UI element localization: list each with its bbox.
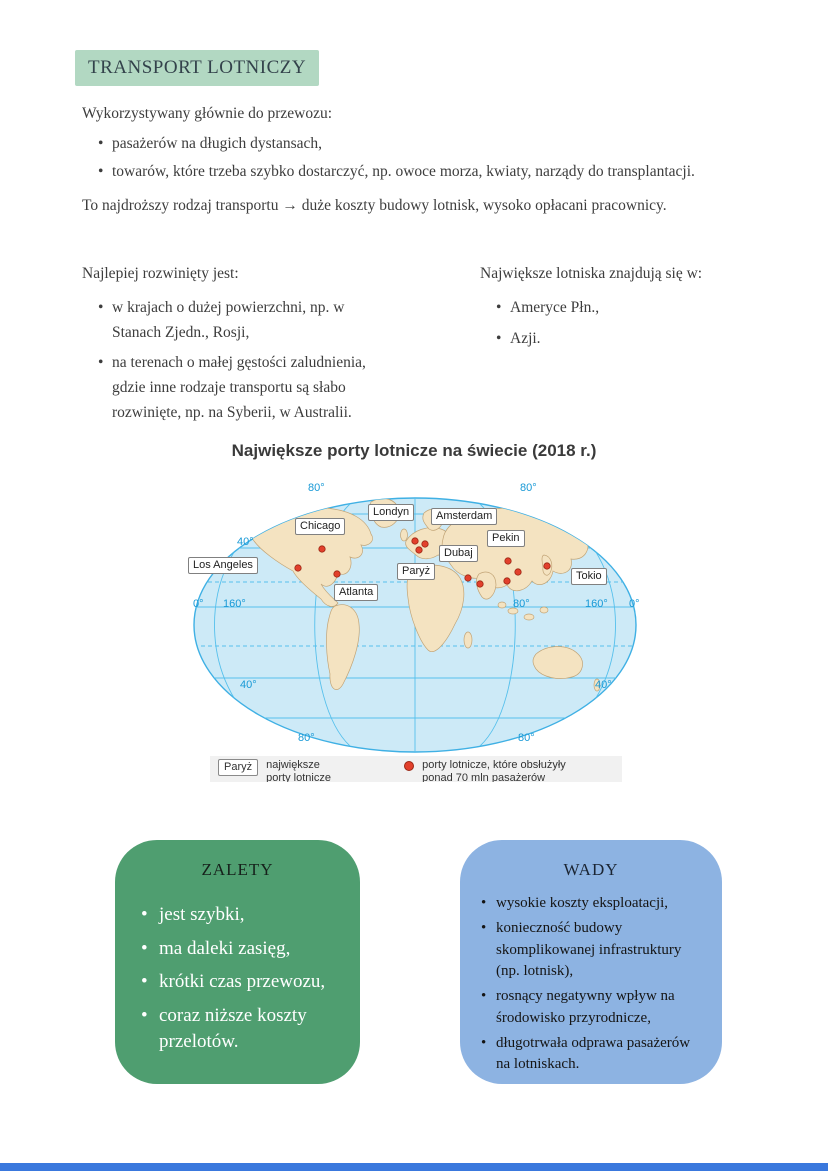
graticule-label: 0° bbox=[193, 598, 204, 610]
airport-dot bbox=[505, 558, 511, 564]
city-label-paryz: Paryż bbox=[397, 563, 435, 580]
legend-sample-city: Paryż bbox=[218, 759, 258, 776]
list-item: • ma daleki zasięg, bbox=[159, 936, 346, 962]
airport-dot bbox=[477, 581, 483, 587]
city-label-dubaj: Dubaj bbox=[439, 545, 478, 562]
map-legend bbox=[210, 756, 622, 782]
disadvantages-box bbox=[460, 840, 722, 1084]
graticule-label: 0° bbox=[629, 598, 640, 610]
list-item: • jest szybki, bbox=[159, 902, 346, 928]
disadvantages-title: WADY bbox=[563, 860, 619, 879]
legend-text-line: porty lotnicze, które obsłużyły bbox=[422, 759, 566, 771]
legend-text-line: porty lotnicze bbox=[266, 772, 331, 782]
bottom-bar bbox=[0, 1163, 828, 1171]
list-item: • pasażerów na długich dystansach, bbox=[112, 132, 782, 155]
airport-dot bbox=[416, 547, 422, 553]
legend-text-line: największe bbox=[266, 759, 320, 771]
airport-dot bbox=[412, 538, 418, 544]
city-label-londyn: Londyn bbox=[368, 504, 414, 521]
graticule-label: 160° bbox=[585, 598, 608, 610]
city-label-pekin: Pekin bbox=[487, 530, 525, 547]
city-label-amsterdam: Amsterdam bbox=[431, 508, 497, 525]
graticule-label: 80° bbox=[298, 732, 315, 744]
graticule-label: 80° bbox=[308, 482, 325, 494]
page-title-text: TRANSPORT LOTNICZY bbox=[88, 57, 307, 78]
development-heading: Najlepiej rozwinięty jest: bbox=[82, 265, 239, 282]
list-item: • Ameryce Płn., bbox=[510, 296, 790, 321]
development-bullet-list bbox=[82, 296, 427, 426]
airport-dot bbox=[334, 571, 340, 577]
legend-text-line: ponad 70 mln pasażerów bbox=[422, 772, 546, 782]
graticule-label: 80° bbox=[520, 482, 537, 494]
largest-airports-column bbox=[480, 262, 790, 357]
development-column bbox=[82, 262, 427, 432]
airport-dot-icon bbox=[404, 761, 414, 771]
world-map bbox=[185, 478, 645, 756]
disadvantages-list bbox=[460, 893, 722, 1076]
intro-bullet-list bbox=[82, 132, 782, 183]
city-label-los-angeles: Los Angeles bbox=[188, 557, 258, 574]
airport-dot bbox=[465, 575, 471, 581]
graticule-label: 40° bbox=[595, 679, 612, 691]
advantages-list bbox=[115, 902, 360, 1054]
legend-item-largest bbox=[266, 759, 404, 782]
graticule-label: 40° bbox=[237, 536, 254, 548]
airport-dot bbox=[544, 563, 550, 569]
world-map-svg bbox=[185, 478, 645, 756]
cost-note: To najdroższy rodzaj transportu → duże koszty budowy lotnisk, wysoko opłacani pracownicy. bbox=[82, 197, 667, 214]
intro-section bbox=[82, 102, 782, 187]
page-title bbox=[75, 50, 319, 86]
city-label-tokio: Tokio bbox=[571, 568, 607, 585]
advantages-box bbox=[115, 840, 360, 1084]
list-item: • rosnący negatywny wpływ na środowisko przyrodnicze, bbox=[496, 986, 706, 1030]
legend-item-70mln bbox=[422, 759, 614, 782]
graticule-label: 40° bbox=[240, 679, 257, 691]
airport-dot bbox=[515, 569, 521, 575]
city-label-atlanta: Atlanta bbox=[334, 584, 378, 601]
largest-airports-heading: Największe lotniska znajdują się w: bbox=[480, 265, 703, 282]
airport-dot bbox=[422, 541, 428, 547]
graticule-label: 80° bbox=[518, 732, 535, 744]
list-item: • coraz niższe koszty przelotów. bbox=[159, 1003, 346, 1054]
city-label-chicago: Chicago bbox=[295, 518, 345, 535]
graticule-label: 160° bbox=[223, 598, 246, 610]
map-title: Największe porty lotnicze na świecie (2018 r.) bbox=[231, 441, 597, 460]
list-item: • krótki czas przewozu, bbox=[159, 969, 346, 995]
list-item: • wysokie koszty eksploatacji, bbox=[496, 893, 706, 915]
intro-lead: Wykorzystywany głównie do przewozu: bbox=[82, 105, 333, 122]
list-item: • konieczność budowy skomplikowanej infrastruktury (np. lotnisk), bbox=[496, 918, 706, 983]
airport-dot bbox=[319, 546, 325, 552]
list-item: • towarów, które trzeba szybko dostarczyć, np. owoce morza, kwiaty, narządy do transplantacji. bbox=[112, 160, 782, 183]
largest-airports-bullet-list bbox=[480, 296, 790, 352]
graticule-label: 80° bbox=[513, 598, 530, 610]
list-item: • w krajach o dużej powierzchni, np. w Stanach Zjedn., Rosji, bbox=[112, 296, 397, 346]
advantages-title: ZALETY bbox=[201, 860, 274, 879]
list-item: • długotrwała odprawa pasażerów na lotniskach. bbox=[496, 1033, 706, 1077]
airport-dot bbox=[295, 565, 301, 571]
airport-dot bbox=[504, 578, 510, 584]
list-item: • na terenach o małej gęstości zaludnienia, gdzie inne rodzaje transportu są słabo rozwinięte, np. na Syberii, w Australii. bbox=[112, 351, 397, 425]
list-item: • Azji. bbox=[510, 327, 790, 352]
